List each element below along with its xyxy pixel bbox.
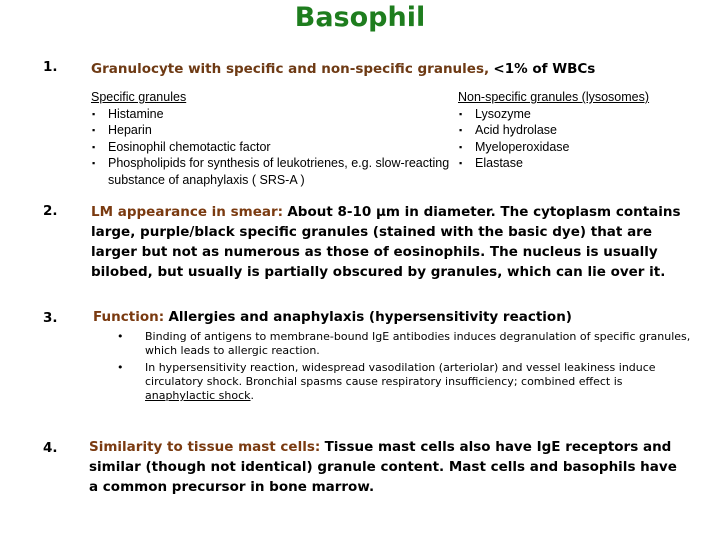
bullet-icon: ▪ <box>459 108 463 119</box>
section-2-number: 2. <box>43 203 58 219</box>
section-3-lead: Function: <box>93 309 165 325</box>
section-3-number: 3. <box>43 310 58 326</box>
bullet-icon: • <box>117 361 124 374</box>
list-item: ▪ Eosinophil chemotactic factor <box>92 139 271 154</box>
list-item: ▪ Phospholipids for synthesis of leukotrienes, e.g. slow-reacting substance of anaphylaxis ( SRS-A ) <box>92 156 450 187</box>
function-bullets <box>110 330 695 406</box>
anaphylactic-shock-term: anaphylactic shock <box>145 389 251 402</box>
bullet-icon: ▪ <box>459 141 463 152</box>
bullet-icon: • <box>117 330 124 343</box>
section-4-number: 4. <box>43 440 58 456</box>
list-item: ▪ Elastase <box>459 156 523 171</box>
list-item: • In hypersensitivity reaction, widespread vasodilation (arteriolar) and vessel leakiness induce circulatory shock. Bronchial spasms cause respiratory insufficiency; combined effect is anaphylactic shock. <box>117 361 656 402</box>
bullet-icon: ▪ <box>92 125 96 136</box>
bullet-icon: ▪ <box>92 141 96 152</box>
section-4-lead: Similarity to tissue mast cells: <box>89 439 321 455</box>
section-2-lead: LM appearance in smear: <box>91 204 284 220</box>
section-3-body: Allergies and anaphylaxis (hypersensitivity reaction) <box>168 309 572 325</box>
bullet-icon: ▪ <box>92 108 96 119</box>
specific-granules-list <box>91 89 451 189</box>
section-2-text <box>91 202 696 282</box>
bullet-icon: ▪ <box>92 158 96 169</box>
section-2-body: About 8-10 µm in diameter. The cytoplasm contains large, purple/black specific granules (stained with the basic dye) that are larger but not as numerous as those of eosinophils. The nucleus is usually bilobed, but usually is partially obscured by granules, which can lie over it. <box>91 204 681 280</box>
section-4-body: Tissue mast cells also have IgE receptors and similar (though not identical) granule content. Mast cells and basophils have a common precursor in bone marrow. <box>89 439 677 495</box>
list-item: ▪ Heparin <box>92 123 152 138</box>
section-4-text <box>89 437 689 497</box>
section-3-text <box>93 307 693 327</box>
list-item: ▪ Lysozyme <box>459 106 531 121</box>
list-item: ▪ Histamine <box>92 106 164 121</box>
list-item: ▪ Acid hydrolase <box>459 123 557 138</box>
section-1-text <box>91 59 691 79</box>
section-1-lead: Granulocyte with specific and non-specific granules, <box>91 61 490 77</box>
bullet-icon: ▪ <box>459 158 463 169</box>
nonspecific-granules-list <box>458 89 708 172</box>
list-item: ▪ Myeloperoxidase <box>459 139 570 154</box>
nonspecific-granules-heading: Non-specific granules (lysosomes) <box>458 90 650 104</box>
bullet-icon: ▪ <box>459 125 463 136</box>
list-item: • Binding of antigens to membrane-bound IgE antibodies induces degranulation of specific granules, which leads to allergic reaction. <box>117 330 691 357</box>
page-title: Basophil <box>294 2 426 33</box>
section-1-number: 1. <box>43 59 58 75</box>
section-1-rest: <1% of WBCs <box>493 61 596 77</box>
specific-granules-heading: Specific granules <box>91 90 187 104</box>
